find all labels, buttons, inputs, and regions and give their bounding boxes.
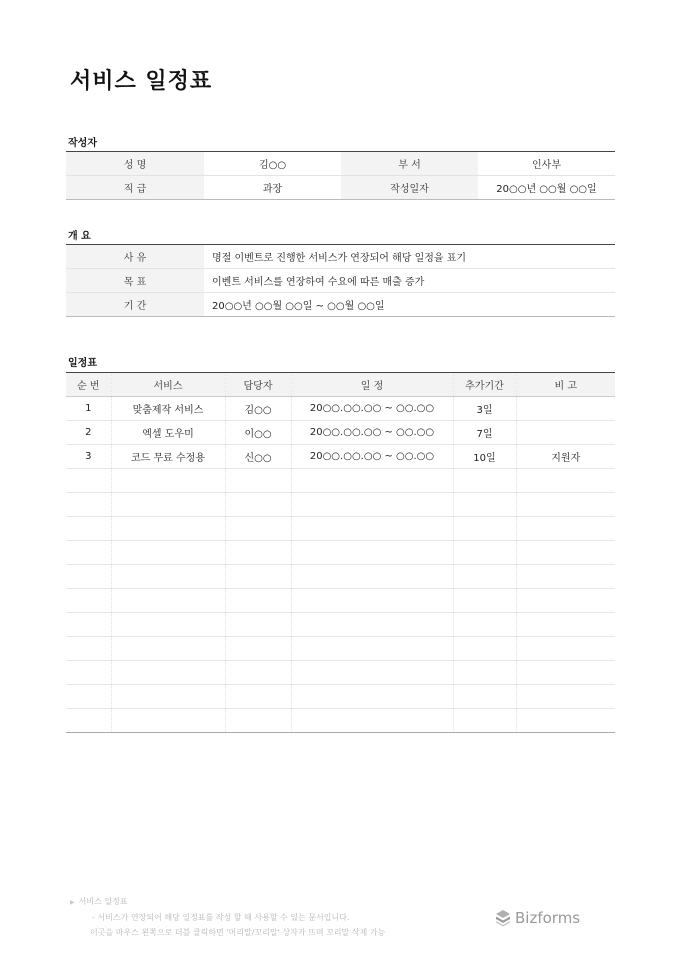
col-header-service: 서비스 — [111, 373, 225, 397]
cell-note — [516, 469, 615, 493]
name-value: 김○○ — [258, 160, 287, 171]
cell-schedule — [291, 613, 453, 637]
author-section-heading: 작성자 — [68, 138, 97, 149]
cell-number — [66, 565, 111, 589]
cell-number — [66, 661, 111, 685]
cell-schedule — [291, 661, 453, 685]
cell-number — [66, 685, 111, 709]
cell-manager: 신○○ — [225, 445, 291, 469]
cell-service — [111, 613, 225, 637]
cell-extra-period: 10일 — [453, 445, 516, 469]
cell-manager — [225, 493, 291, 517]
period-value: 20○○년 ○○월 ○○일 ~ ○○월 ○○일 — [204, 293, 615, 317]
cell-extra-period — [453, 661, 516, 685]
cell-extra-period — [453, 469, 516, 493]
cell-note — [516, 685, 615, 709]
cell-service — [111, 493, 225, 517]
cell-note — [516, 493, 615, 517]
cell-note: 지원자 — [516, 445, 615, 469]
cell-manager — [225, 541, 291, 565]
cell-note — [516, 589, 615, 613]
cell-manager — [225, 565, 291, 589]
cell-schedule — [291, 709, 453, 733]
footer-note — [70, 894, 385, 940]
footer-line-1: - 서비스가 연장되어 해당 일정표를 작성 할 때 사용할 수 있는 문서입니다. — [92, 913, 350, 922]
cell-note — [516, 421, 615, 445]
cell-number — [66, 709, 111, 733]
overview-row-period — [66, 293, 615, 317]
schedule-section-heading: 일정표 — [68, 358, 97, 369]
reason-value: 명절 이벤트로 진행한 서비스가 연장되어 해당 일정을 표기 — [212, 253, 467, 264]
cell-note — [516, 397, 615, 421]
cell-manager: 이○○ — [225, 421, 291, 445]
cell-manager: 김○○ — [225, 397, 291, 421]
cell-extra-period — [453, 493, 516, 517]
cell-manager — [225, 469, 291, 493]
author-row-rank — [66, 176, 615, 200]
cell-number: 2 — [66, 421, 111, 445]
cell-service — [111, 661, 225, 685]
table-row — [66, 493, 615, 517]
cell-number: 1 — [66, 397, 111, 421]
cell-number — [66, 493, 111, 517]
author-row-name — [66, 152, 615, 176]
cell-manager — [225, 709, 291, 733]
cell-schedule — [291, 589, 453, 613]
cell-schedule: 20○○.○○.○○ ~ ○○.○○ — [291, 421, 453, 445]
cell-manager — [225, 589, 291, 613]
cell-service — [111, 565, 225, 589]
department-value: 인사부 — [532, 160, 561, 171]
overview-row-reason — [66, 245, 615, 269]
bizforms-logo-icon — [494, 909, 512, 927]
cell-extra-period: 7일 — [453, 421, 516, 445]
goal-value: 이벤트 서비스를 연장하여 수요에 따른 매출 증가 — [204, 269, 615, 293]
table-row — [66, 445, 615, 469]
goal-label: 목 표 — [66, 269, 204, 293]
cell-note — [516, 613, 615, 637]
document-title: 서비스 일정표 — [70, 69, 213, 94]
cell-service — [111, 589, 225, 613]
cell-extra-period — [453, 565, 516, 589]
cell-schedule — [291, 517, 453, 541]
cell-note — [516, 637, 615, 661]
cell-schedule — [291, 637, 453, 661]
cell-manager — [225, 661, 291, 685]
table-row — [66, 637, 615, 661]
cell-number — [66, 613, 111, 637]
col-header-number: 순 번 — [66, 373, 111, 397]
col-header-schedule: 일 정 — [291, 373, 453, 397]
cell-extra-period — [453, 709, 516, 733]
table-row — [66, 709, 615, 733]
cell-schedule — [291, 685, 453, 709]
cell-service: 엑셀 도우미 — [111, 421, 225, 445]
cell-schedule: 20○○.○○.○○ ~ ○○.○○ — [291, 397, 453, 421]
footer-line-2: 이곳을 마우스 왼쪽으로 더블 클릭하면 '머리말/꼬리말' 상자가 뜨며 꼬리말 삭제 가능 — [90, 928, 386, 937]
overview-section-heading: 개 요 — [68, 231, 91, 242]
date-label: 작성일자 — [341, 176, 478, 200]
table-row — [66, 589, 615, 613]
reason-label: 사 유 — [66, 245, 204, 269]
col-header-extra-period: 추가기간 — [453, 373, 516, 397]
cell-service — [111, 637, 225, 661]
table-row — [66, 661, 615, 685]
schedule-table — [66, 372, 615, 733]
cell-note — [516, 517, 615, 541]
cell-number — [66, 469, 111, 493]
date-value: 20○○년 ○○월 ○○일 — [478, 176, 615, 200]
period-label: 기 간 — [66, 293, 204, 317]
cell-number — [66, 589, 111, 613]
cell-number: 3 — [66, 445, 111, 469]
table-row — [66, 613, 615, 637]
cell-service: 맞춤제작 서비스 — [111, 397, 225, 421]
cell-service — [111, 541, 225, 565]
cell-service — [111, 469, 225, 493]
table-row — [66, 541, 615, 565]
rank-value: 과장 — [204, 176, 341, 200]
cell-extra-period — [453, 685, 516, 709]
cell-service — [111, 709, 225, 733]
cell-schedule — [291, 565, 453, 589]
rank-label: 직 급 — [66, 176, 204, 200]
cell-schedule — [291, 469, 453, 493]
bizforms-logo — [494, 909, 580, 927]
schedule-header-row — [66, 373, 615, 397]
cell-schedule — [291, 493, 453, 517]
cell-number — [66, 637, 111, 661]
cell-extra-period — [453, 613, 516, 637]
col-header-note: 비 고 — [516, 373, 615, 397]
table-row — [66, 685, 615, 709]
cell-manager — [225, 517, 291, 541]
cell-number — [66, 517, 111, 541]
author-info-table — [66, 151, 615, 200]
cell-extra-period — [453, 589, 516, 613]
cell-manager — [225, 637, 291, 661]
table-row — [66, 517, 615, 541]
cell-note — [516, 709, 615, 733]
cell-extra-period: 3일 — [453, 397, 516, 421]
bizforms-logo-text: Bizforms — [515, 909, 581, 927]
table-row — [66, 469, 615, 493]
triangle-bullet-icon: ▶ — [70, 899, 75, 906]
cell-schedule — [291, 541, 453, 565]
cell-note — [516, 661, 615, 685]
col-header-manager: 담당자 — [225, 373, 291, 397]
cell-manager — [225, 613, 291, 637]
cell-extra-period — [453, 637, 516, 661]
cell-number — [66, 541, 111, 565]
cell-note — [516, 541, 615, 565]
table-row — [66, 565, 615, 589]
overview-table — [66, 244, 615, 317]
cell-extra-period — [453, 541, 516, 565]
cell-service: 코드 무료 수정용 — [111, 445, 225, 469]
department-label: 부 서 — [341, 152, 478, 176]
name-label: 성 명 — [66, 152, 204, 176]
footer-title: 서비스 일정표 — [78, 897, 128, 906]
table-row — [66, 421, 615, 445]
cell-note — [516, 565, 615, 589]
cell-manager — [225, 685, 291, 709]
schedule-body — [66, 397, 615, 733]
cell-service — [111, 685, 225, 709]
cell-schedule: 20○○.○○.○○ ~ ○○.○○ — [291, 445, 453, 469]
cell-extra-period — [453, 517, 516, 541]
overview-row-goal — [66, 269, 615, 293]
cell-service — [111, 517, 225, 541]
table-row — [66, 397, 615, 421]
